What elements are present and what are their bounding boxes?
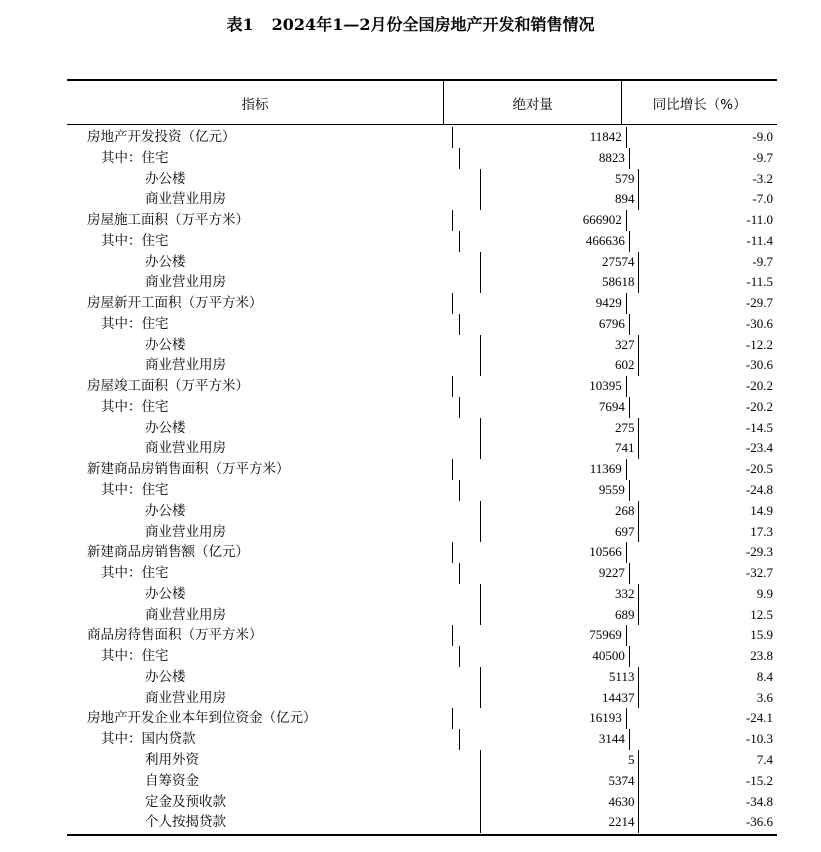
table-row	[67, 252, 777, 273]
absolute-cell	[452, 376, 625, 397]
indicator-name: 商品房待售面积（万平方米）	[87, 627, 263, 644]
absolute-cell	[452, 210, 625, 231]
absolute-value: 5113	[608, 668, 635, 684]
table-number: 表1	[226, 15, 254, 34]
yoy-value: -20.5	[745, 461, 773, 477]
absolute-value: 8823	[598, 149, 625, 165]
indicator-name: 房屋新开工面积（万平方米）	[87, 295, 263, 312]
table-row	[67, 522, 777, 543]
header-yoy: 同比增长（%）	[621, 81, 777, 124]
yoy-value: -34.8	[745, 793, 773, 809]
absolute-value: 3144	[598, 731, 625, 747]
absolute-cell	[480, 272, 639, 293]
absolute-value: 268	[614, 502, 635, 518]
yoy-value: 3.6	[756, 689, 773, 705]
indicator-name: 自筹资金	[145, 772, 199, 789]
absolute-value: 9429	[595, 295, 622, 311]
yoy-value: -24.8	[745, 482, 773, 498]
absolute-value: 327	[614, 336, 635, 352]
table-row	[67, 314, 777, 335]
absolute-value: 27574	[601, 253, 635, 269]
yoy-value: 12.5	[750, 606, 773, 622]
yoy-cell	[629, 729, 777, 750]
indicator-name: 其中：住宅	[101, 149, 169, 166]
absolute-cell	[480, 812, 639, 833]
yoy-value: -20.2	[745, 398, 773, 414]
yoy-cell	[638, 750, 777, 771]
absolute-cell	[452, 542, 625, 563]
yoy-cell	[638, 418, 777, 439]
yoy-cell	[638, 189, 777, 210]
absolute-cell	[452, 127, 625, 148]
indicator-name: 商业营业用房	[145, 689, 226, 706]
indicator-name: 办公楼	[145, 502, 186, 519]
absolute-cell	[459, 314, 629, 335]
yoy-value: -9.7	[752, 149, 773, 165]
yoy-cell	[629, 480, 777, 501]
indicator-name: 商业营业用房	[145, 523, 226, 540]
absolute-value: 16193	[589, 710, 622, 726]
table-row	[67, 708, 777, 729]
absolute-cell	[459, 563, 629, 584]
yoy-cell	[638, 169, 777, 190]
absolute-value: 10566	[589, 544, 622, 560]
absolute-value: 689	[614, 606, 635, 622]
indicator-name: 商业营业用房	[145, 606, 226, 623]
absolute-value: 9559	[598, 482, 625, 498]
absolute-cell	[480, 418, 639, 439]
absolute-value: 40500	[592, 648, 625, 664]
yoy-value: -15.2	[745, 772, 773, 788]
yoy-value: -9.0	[752, 129, 773, 144]
yoy-cell	[629, 563, 777, 584]
absolute-value: 9227	[598, 565, 625, 581]
absolute-cell	[452, 708, 625, 729]
table-row	[67, 293, 777, 314]
yoy-value: -30.6	[745, 357, 773, 373]
absolute-value: 58618	[601, 274, 635, 290]
table-title: 2024年1—2月份全国房地产开发和销售情况	[271, 15, 595, 34]
indicator-name: 办公楼	[145, 585, 186, 602]
absolute-cell	[480, 750, 639, 771]
yoy-cell	[626, 708, 777, 729]
yoy-value: -3.2	[752, 170, 773, 186]
yoy-cell	[626, 542, 777, 563]
yoy-cell	[638, 812, 777, 833]
yoy-value: -9.7	[752, 253, 773, 269]
absolute-cell	[480, 522, 639, 543]
absolute-cell	[480, 189, 639, 210]
indicator-name: 房地产开发企业本年到位资金（亿元）	[87, 710, 317, 727]
table-body	[67, 125, 777, 834]
indicator-name: 其中：住宅	[101, 315, 169, 332]
yoy-cell	[626, 376, 777, 397]
absolute-cell	[459, 231, 629, 252]
yoy-value: -23.4	[745, 440, 773, 456]
absolute-cell	[459, 148, 629, 169]
absolute-cell	[480, 335, 639, 356]
table-row	[67, 729, 777, 750]
absolute-cell	[480, 169, 639, 190]
yoy-cell	[638, 688, 777, 709]
absolute-cell	[480, 584, 639, 605]
absolute-value: 4630	[608, 793, 635, 809]
yoy-cell	[629, 148, 777, 169]
table-row	[67, 148, 777, 169]
yoy-value: 7.4	[756, 751, 773, 767]
indicator-name: 个人按揭贷款	[145, 814, 226, 831]
absolute-value: 11369	[589, 461, 622, 477]
absolute-value: 466636	[585, 232, 625, 248]
yoy-value: -32.7	[745, 565, 773, 581]
absolute-value: 332	[614, 585, 635, 601]
yoy-value: -11.0	[746, 212, 773, 228]
absolute-cell	[459, 646, 629, 667]
table-row	[67, 563, 777, 584]
indicator-name: 新建商品房销售面积（万平方米）	[87, 461, 290, 478]
table-row	[67, 231, 777, 252]
yoy-value: -24.1	[745, 710, 773, 726]
absolute-cell	[480, 792, 639, 813]
absolute-cell	[459, 729, 629, 750]
table-row	[67, 480, 777, 501]
yoy-cell	[629, 397, 777, 418]
yoy-cell	[638, 355, 777, 376]
yoy-cell	[626, 127, 777, 148]
absolute-cell	[480, 252, 639, 273]
absolute-value: 11842	[589, 129, 622, 144]
yoy-value: 14.9	[750, 502, 773, 518]
indicator-name: 其中：住宅	[101, 232, 169, 249]
yoy-value: -11.5	[746, 274, 773, 290]
table-row	[67, 542, 777, 563]
absolute-value: 275	[614, 419, 635, 435]
table-row	[67, 210, 777, 231]
absolute-value: 14437	[601, 689, 635, 705]
yoy-cell	[638, 335, 777, 356]
yoy-value: -7.0	[752, 191, 773, 207]
absolute-value: 7694	[598, 398, 625, 414]
absolute-value: 6796	[598, 315, 625, 331]
absolute-cell	[480, 438, 639, 459]
table-row	[67, 646, 777, 667]
table-row	[67, 605, 777, 626]
table-row	[67, 438, 777, 459]
table-row	[67, 501, 777, 522]
absolute-cell	[452, 293, 625, 314]
yoy-value: -29.7	[745, 295, 773, 311]
indicator-name: 商业营业用房	[145, 440, 226, 457]
yoy-cell	[638, 272, 777, 293]
table-row	[67, 792, 777, 813]
absolute-value: 697	[614, 523, 635, 539]
data-table	[67, 79, 777, 836]
yoy-cell	[638, 771, 777, 792]
yoy-value: -14.5	[745, 419, 773, 435]
table-row	[67, 355, 777, 376]
yoy-value: 15.9	[750, 627, 773, 643]
indicator-name: 利用外资	[145, 751, 199, 768]
indicator-name: 办公楼	[145, 336, 186, 353]
indicator-name: 办公楼	[145, 170, 186, 187]
indicator-name: 房屋竣工面积（万平方米）	[87, 378, 249, 395]
absolute-value: 579	[614, 170, 635, 186]
yoy-cell	[638, 605, 777, 626]
absolute-cell	[459, 480, 629, 501]
absolute-cell	[480, 688, 639, 709]
absolute-value: 5374	[608, 772, 635, 788]
indicator-name: 其中：住宅	[101, 565, 169, 582]
absolute-value: 741	[614, 440, 635, 456]
indicator-name: 办公楼	[145, 419, 186, 436]
yoy-cell	[626, 210, 777, 231]
table-row	[67, 584, 777, 605]
yoy-value: 17.3	[750, 523, 773, 539]
indicator-name: 其中：住宅	[101, 648, 169, 665]
header-absolute: 绝对量	[443, 81, 622, 124]
indicator-name: 房屋施工面积（万平方米）	[87, 212, 249, 229]
indicator-name: 新建商品房销售额（亿元）	[87, 544, 249, 561]
absolute-cell	[480, 605, 639, 626]
table-row	[67, 272, 777, 293]
absolute-cell	[480, 355, 639, 376]
table-row	[67, 667, 777, 688]
indicator-name: 其中：国内贷款	[101, 731, 196, 748]
table-row	[67, 335, 777, 356]
header-indicator: 指标	[241, 96, 269, 113]
yoy-cell	[638, 501, 777, 522]
yoy-value: -29.3	[745, 544, 773, 560]
table-row	[67, 169, 777, 190]
indicator-name: 定金及预收款	[145, 793, 226, 810]
absolute-value: 10395	[589, 378, 622, 394]
yoy-cell	[629, 646, 777, 667]
indicator-name: 其中：住宅	[101, 482, 169, 499]
yoy-value: -36.6	[745, 814, 773, 830]
yoy-cell	[638, 667, 777, 688]
yoy-cell	[638, 522, 777, 543]
yoy-cell	[638, 438, 777, 459]
yoy-value: 8.4	[756, 668, 773, 684]
indicator-name: 商业营业用房	[145, 357, 226, 374]
yoy-cell	[626, 459, 777, 480]
table-row	[67, 771, 777, 792]
table-row	[67, 688, 777, 709]
indicator-name: 房地产开发投资（亿元）	[87, 129, 236, 145]
absolute-cell	[480, 667, 639, 688]
absolute-cell	[459, 397, 629, 418]
yoy-value: 9.9	[756, 585, 773, 601]
yoy-cell	[626, 293, 777, 314]
table-row	[67, 812, 777, 833]
indicator-name: 商业营业用房	[145, 191, 226, 208]
yoy-cell	[638, 584, 777, 605]
indicator-name: 商业营业用房	[145, 274, 226, 291]
yoy-value: -30.6	[745, 315, 773, 331]
absolute-cell	[452, 459, 625, 480]
yoy-cell	[638, 792, 777, 813]
yoy-cell	[626, 625, 777, 646]
table-row	[67, 376, 777, 397]
yoy-cell	[629, 314, 777, 335]
absolute-value: 894	[614, 191, 635, 207]
table-header	[67, 81, 777, 125]
absolute-value: 602	[614, 357, 635, 373]
page-title	[0, 13, 821, 37]
table-row	[67, 127, 777, 148]
yoy-value: -20.2	[745, 378, 773, 394]
yoy-cell	[629, 231, 777, 252]
indicator-name: 办公楼	[145, 668, 186, 685]
indicator-name: 其中：住宅	[101, 398, 169, 415]
yoy-value: -12.2	[745, 336, 773, 352]
yoy-cell	[638, 252, 777, 273]
absolute-cell	[452, 625, 625, 646]
table-row	[67, 418, 777, 439]
table-row	[67, 750, 777, 771]
absolute-cell	[480, 771, 639, 792]
table-row	[67, 189, 777, 210]
table-row	[67, 459, 777, 480]
yoy-value: 23.8	[750, 648, 773, 664]
absolute-value: 666902	[582, 212, 622, 228]
indicator-name: 办公楼	[145, 253, 186, 270]
yoy-value: -10.3	[745, 731, 773, 747]
absolute-cell	[480, 501, 639, 522]
yoy-value: -11.4	[746, 232, 773, 248]
table-row	[67, 625, 777, 646]
absolute-value: 75969	[589, 627, 622, 643]
table-row	[67, 397, 777, 418]
absolute-value: 5	[627, 751, 635, 767]
absolute-value: 2214	[608, 814, 635, 830]
